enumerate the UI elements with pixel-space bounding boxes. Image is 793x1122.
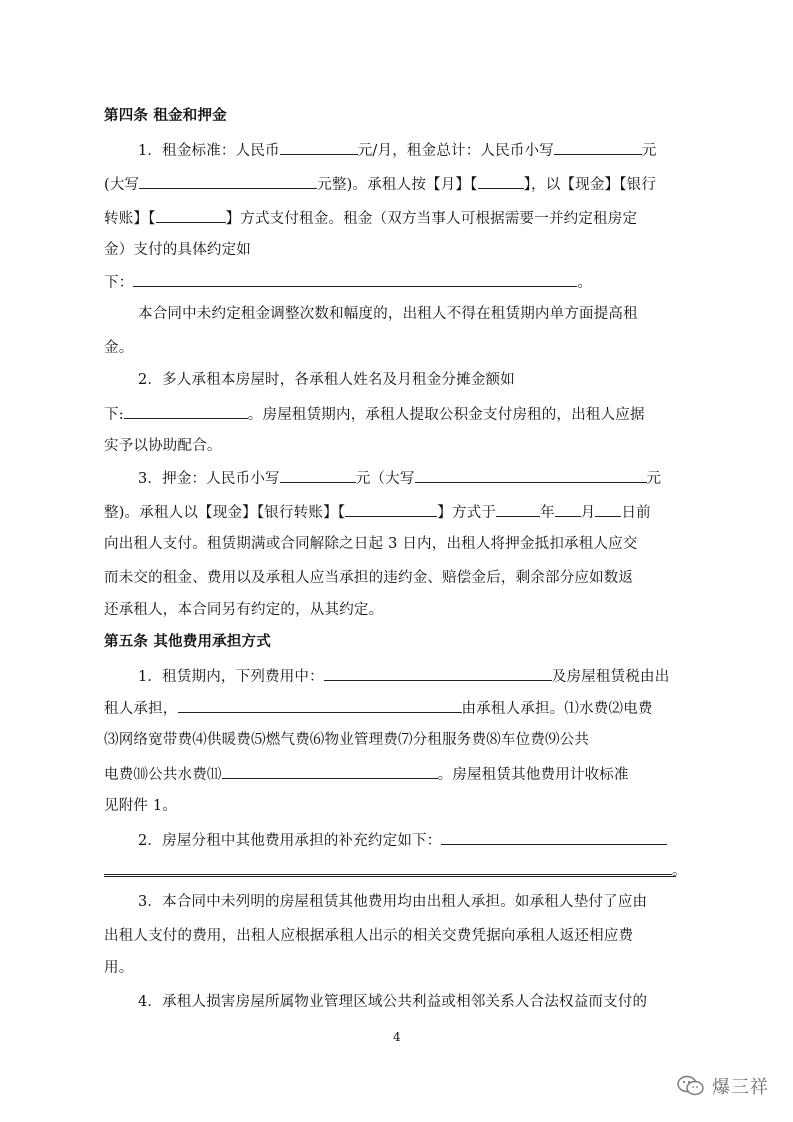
article-4-heading: 第四条 租金和押金 <box>104 108 227 124</box>
separator-line <box>104 876 676 877</box>
fees-line-3: ⑶网络宽带费⑷供暖费⑸燃气费⑹物业管理费⑺分租服务费⑻车位费⑼公共 <box>104 732 590 748</box>
deposit-line: 3．押金：人民币小写 元（大写 元 <box>138 468 661 489</box>
unlisted-fees-line-2: 出租人支付的费用，出租人应根据承租人出示的相关交费凭据向承租人返还相应费 <box>104 928 634 944</box>
page-number: 4 <box>393 1030 401 1044</box>
total-rent-blank <box>554 140 642 155</box>
deposit-day-blank <box>595 502 621 517</box>
deposit-agreement-line: 金）支付的具体约定如 <box>104 242 251 258</box>
unlisted-fees-line-3: 用。 <box>104 960 134 976</box>
rent-adjust-line: 本合同中未约定租金调整次数和幅度的，出租人不得在租赁期内单方面提高租 <box>138 306 638 322</box>
tenant-names-blank <box>124 404 248 419</box>
pay-period-blank <box>478 174 524 189</box>
deposit-amount-blank <box>280 468 356 483</box>
payment-method-blank <box>156 208 226 223</box>
rent-words-line: (大写 元整)。承租人按【月】【 】，以【现金】【银行 <box>104 174 656 195</box>
fees-line-2: 租人承担， 由承租人承担。⑴水费⑵电费 <box>104 698 653 719</box>
article-5-heading: 第五条 其他费用承担方式 <box>104 634 271 650</box>
deposit-return-line-1: 向出租人支付。租赁期满或合同解除之日起 3 日内，出租人将押金抵扣承租人应交 <box>104 536 638 552</box>
watermark-text: 爆三祥 <box>712 1077 769 1098</box>
deposit-month-blank <box>555 502 581 517</box>
damage-line-1: 4．承租人损害房屋所属物业管理区域公共利益或相邻关系人合法权益而支付的 <box>138 994 648 1010</box>
rent-standard-line: 1．租金标准：人民币 元/月，租金总计：人民币小写 元 <box>138 140 657 161</box>
sublet-fees-blank-2 <box>104 860 672 875</box>
unlisted-fees-line-1: 3．本合同中未列明的房屋租赁其他费用均由出租人承担。如承租人垫付了应由 <box>138 894 648 910</box>
multi-tenant-line-3: 实予以协助配合。 <box>104 438 222 454</box>
sublet-fees-line-2: 。 <box>104 860 687 881</box>
rent-words-blank <box>139 174 317 189</box>
multi-tenant-line: 2．多人承租本房屋时，各承租人姓名及月租金分摊金额如 <box>138 372 515 388</box>
payment-method-line: 转账】【 】方式支付租金。租金（双方当事人可根据需要一并约定租房定 <box>104 208 637 229</box>
deposit-return-line-3: 还承租人，本合同另有约定的，从其约定。 <box>104 602 384 618</box>
fees-line-5: 见附件 1。 <box>104 798 178 814</box>
multi-tenant-blank-line: 下: 。房屋租赁期内，承租人提取公积金支付房租的，出租人应据 <box>104 404 645 425</box>
deposit-year-blank <box>496 502 540 517</box>
deposit-return-line-2: 而未交的租金、费用以及承租人应当承担的违约金、赔偿金后，剩余部分应如数返 <box>104 570 634 586</box>
tenant-fees-blank <box>178 698 462 713</box>
watermark <box>676 1073 769 1099</box>
deposit-words-blank <box>415 468 647 483</box>
sublet-fees-blank <box>441 830 667 845</box>
specific-agreement-line: 下： 。 <box>104 272 592 293</box>
specific-agreement-blank <box>133 272 577 287</box>
fees-line-1: 1．租赁期内，下列费用中： 及房屋租赁税由出 <box>138 666 669 687</box>
other-fees-blank <box>222 764 438 779</box>
wechat-icon <box>676 1074 706 1098</box>
deposit-method-line: 整)。承租人以【现金】【银行转账】【 】方式于 年 月 日前 <box>104 502 651 523</box>
rent-adjust-line-2: 金。 <box>104 340 134 356</box>
sublet-fees-line: 2．房屋分租中其他费用承担的补充约定如下： <box>138 830 667 851</box>
monthly-rent-blank <box>280 140 358 155</box>
deposit-method-blank <box>345 502 437 517</box>
fees-line-4: 电费⑽公共水费⑾ 。房屋租赁其他费用计收标准 <box>104 764 629 785</box>
landlord-fees-blank <box>324 666 552 681</box>
